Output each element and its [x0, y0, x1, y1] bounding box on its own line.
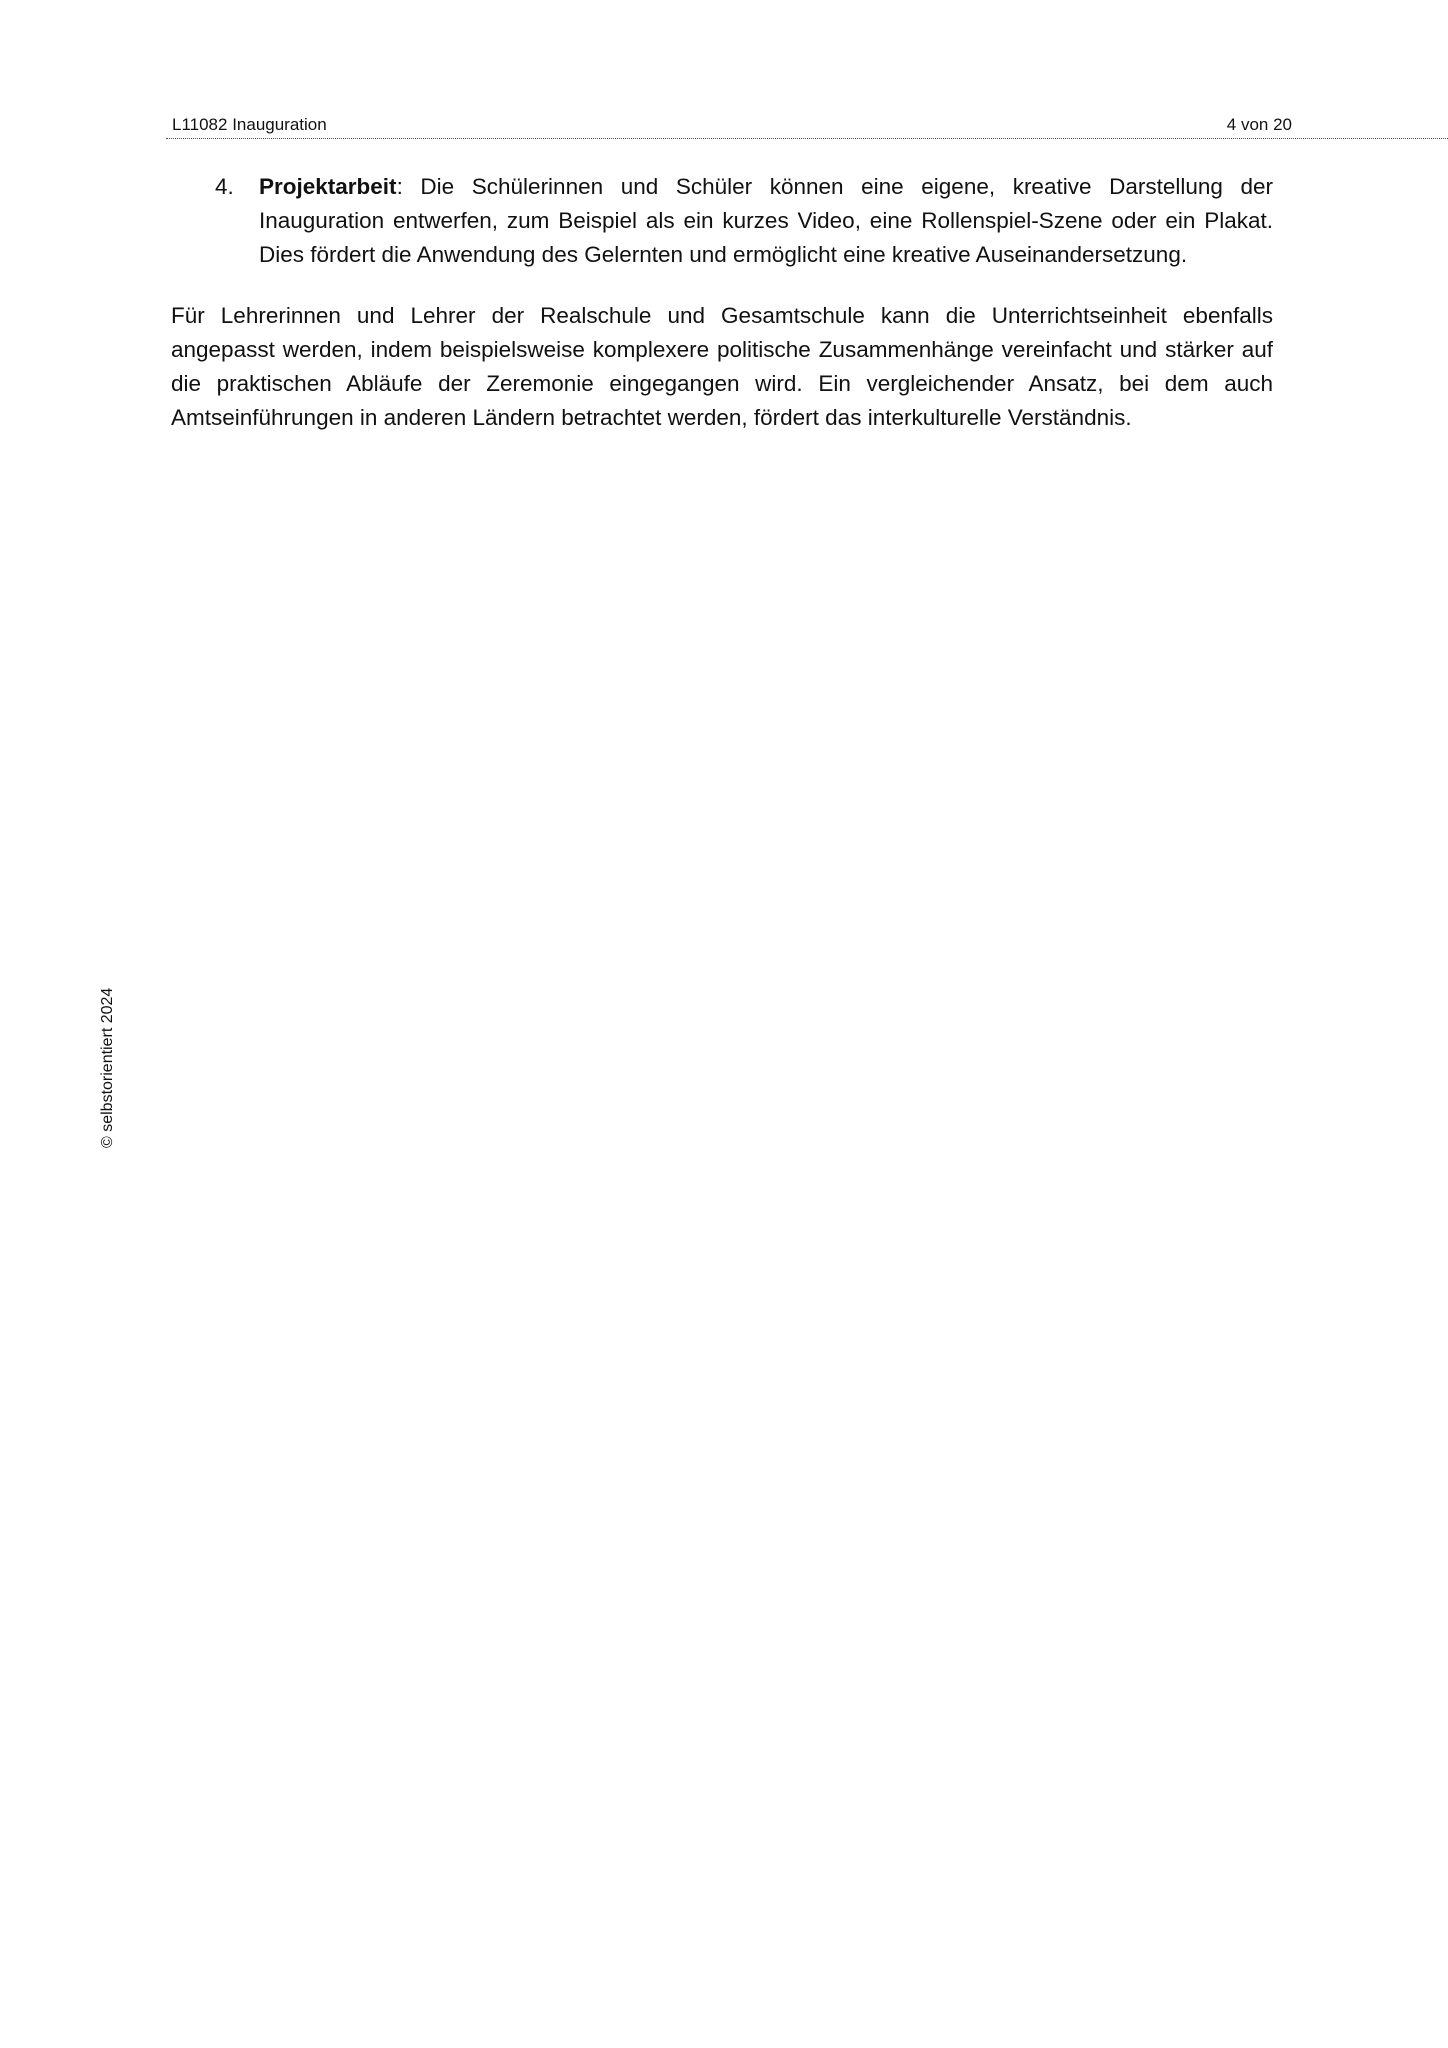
page-number: 4 von 20	[1226, 115, 1292, 134]
list-item	[171, 170, 1273, 272]
header-divider	[166, 138, 1448, 139]
document-title: L11082 Inauguration	[172, 115, 327, 134]
page-content	[171, 170, 1273, 435]
list-item-term: Projektarbeit	[259, 174, 397, 199]
page-header	[170, 114, 1368, 138]
body-paragraph: Für Lehrerinnen und Lehrer der Realschule und Gesamtschule kann die Unterrichtseinheit ebenfalls angepasst werden, indem beispielsweise komplexere politische Zusammenhänge vereinfacht und stärker auf die praktischen Abläufe der Zeremonie eingegangen wird. Ein vergleichender Ansatz, bei dem auch Amtseinführungen in anderen Ländern betrachtet werden, fördert das interkulturelle Verständnis.	[171, 303, 1273, 430]
copyright-notice: © selbstorientiert 2024	[99, 987, 116, 1148]
list-item-text: : Die Schülerinnen und Schüler können eine eigene, kreative Darstellung der Inauguration entwerfen, zum Beispiel als ein kurzes Video, eine Rollenspiel-Szene oder ein Plakat. Dies fördert die Anwendung des Gelernten und ermöglicht eine kreative Auseinandersetzung.	[259, 174, 1273, 267]
list-number: 4.	[215, 174, 234, 199]
